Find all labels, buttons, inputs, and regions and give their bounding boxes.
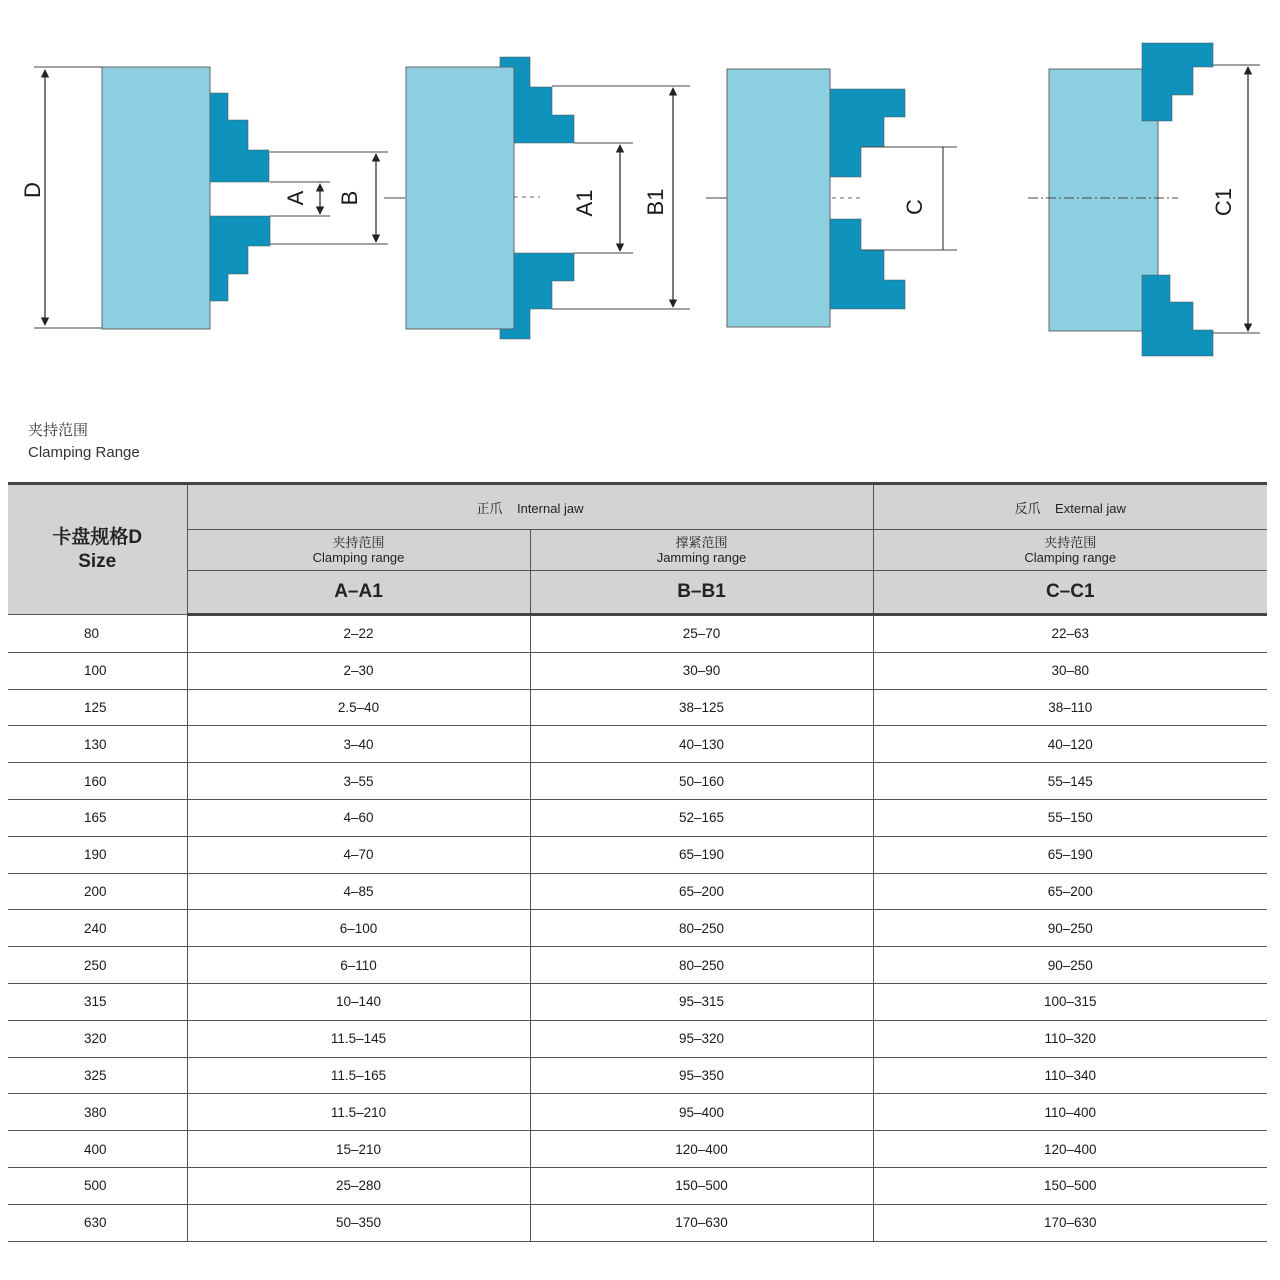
table-row xyxy=(8,1094,1267,1131)
table-row xyxy=(8,1204,1267,1241)
a-a1-cell: 11.5–145 xyxy=(187,1020,530,1057)
c-c1-cell: 40–120 xyxy=(873,726,1267,763)
jaw-upper xyxy=(830,89,905,177)
a-a1-cell: 2–30 xyxy=(187,652,530,689)
chuck-body xyxy=(727,69,830,327)
a-a1-cell: 11.5–210 xyxy=(187,1094,530,1131)
clamping-range-en: Clamping range xyxy=(312,550,405,565)
b-b1-cell: 170–630 xyxy=(530,1204,873,1241)
jamming-range-zh: 撑紧范围 xyxy=(675,535,728,550)
c-c1-cell: 150–500 xyxy=(873,1167,1267,1204)
a-a1-cell: 50–350 xyxy=(187,1204,530,1241)
table-row xyxy=(8,615,1267,653)
size-column-header xyxy=(8,484,187,615)
size-cell: 160 xyxy=(8,763,187,800)
chuck-body xyxy=(1049,69,1158,331)
b-b1-cell: 40–130 xyxy=(530,726,873,763)
clamping-range-table xyxy=(8,482,1267,1242)
section-title xyxy=(28,420,140,464)
b-b1-cell: 52–165 xyxy=(530,799,873,836)
size-cell: 500 xyxy=(8,1167,187,1204)
c-c1-cell: 30–80 xyxy=(873,652,1267,689)
size-cell: 315 xyxy=(8,983,187,1020)
a-a1-cell: 10–140 xyxy=(187,983,530,1020)
jaw-lower xyxy=(830,219,905,309)
table-row xyxy=(8,689,1267,726)
size-cell: 130 xyxy=(8,726,187,763)
b-b1-cell: 95–315 xyxy=(530,983,873,1020)
b-b1-cell: 80–250 xyxy=(530,947,873,984)
c-c1-cell: 65–190 xyxy=(873,836,1267,873)
col-b-b1-header: B–B1 xyxy=(530,571,873,615)
table-row xyxy=(8,983,1267,1020)
size-header-zh: 卡盘规格D xyxy=(52,526,143,548)
size-cell: 630 xyxy=(8,1204,187,1241)
c-c1-cell: 55–145 xyxy=(873,763,1267,800)
size-header-en: Size xyxy=(78,550,117,572)
c-c1-cell: 100–315 xyxy=(873,983,1267,1020)
size-cell: 320 xyxy=(8,1020,187,1057)
diagram-internal-clamping xyxy=(20,67,405,329)
a-a1-cell: 25–280 xyxy=(187,1167,530,1204)
a-a1-cell: 2–22 xyxy=(187,615,530,653)
a-a1-cell: 11.5–165 xyxy=(187,1057,530,1094)
label-c1: C1 xyxy=(1211,187,1236,217)
c-c1-cell: 120–400 xyxy=(873,1131,1267,1168)
size-cell: 190 xyxy=(8,836,187,873)
table-row xyxy=(8,1131,1267,1168)
b-b1-cell: 95–350 xyxy=(530,1057,873,1094)
diagram-external-reversed xyxy=(1028,43,1260,356)
c-c1-cell: 110–320 xyxy=(873,1020,1267,1057)
jamming-range-header xyxy=(530,530,873,571)
label-a1: A1 xyxy=(572,189,597,217)
b-b1-cell: 95–400 xyxy=(530,1094,873,1131)
jaw-lower xyxy=(210,216,270,301)
table-row xyxy=(8,1020,1267,1057)
a-a1-cell: 15–210 xyxy=(187,1131,530,1168)
table-row xyxy=(8,1057,1267,1094)
size-cell: 400 xyxy=(8,1131,187,1168)
chuck-body xyxy=(102,67,210,329)
jamming-range-en: Jamming range xyxy=(656,550,747,565)
a-a1-cell: 3–40 xyxy=(187,726,530,763)
size-cell: 325 xyxy=(8,1057,187,1094)
jaw-upper xyxy=(210,93,269,182)
table-row xyxy=(8,910,1267,947)
a-a1-cell: 3–55 xyxy=(187,763,530,800)
c-c1-cell: 110–400 xyxy=(873,1094,1267,1131)
b-b1-cell: 95–320 xyxy=(530,1020,873,1057)
chuck-body xyxy=(406,67,514,329)
a-a1-cell: 4–60 xyxy=(187,799,530,836)
chuck-diagrams xyxy=(0,0,1280,400)
internal-jaw-header: 正爪 Internal jaw xyxy=(187,484,873,530)
col-c-c1-header: C–C1 xyxy=(873,571,1267,615)
a-a1-cell: 4–70 xyxy=(187,836,530,873)
c-c1-cell: 170–630 xyxy=(873,1204,1267,1241)
jaw-lower xyxy=(1142,275,1213,356)
b-b1-cell: 50–160 xyxy=(530,763,873,800)
clamping-range-zh: 夹持范围 xyxy=(332,535,385,550)
c-c1-cell: 65–200 xyxy=(873,873,1267,910)
a-a1-cell: 4–85 xyxy=(187,873,530,910)
c-c1-cell: 55–150 xyxy=(873,799,1267,836)
jaw-upper xyxy=(1142,43,1213,121)
size-cell: 165 xyxy=(8,799,187,836)
col-a-a1-header: A–A1 xyxy=(187,571,530,615)
label-c: C xyxy=(902,199,927,215)
label-b1: B1 xyxy=(643,188,668,216)
size-cell: 240 xyxy=(8,910,187,947)
table-row xyxy=(8,836,1267,873)
b-b1-cell: 150–500 xyxy=(530,1167,873,1204)
c-c1-cell: 38–110 xyxy=(873,689,1267,726)
table-row xyxy=(8,799,1267,836)
b-b1-cell: 80–250 xyxy=(530,910,873,947)
a-a1-cell: 6–100 xyxy=(187,910,530,947)
a-a1-cell: 6–110 xyxy=(187,947,530,984)
label-d: D xyxy=(20,182,45,198)
section-title-zh: 夹持范围 xyxy=(28,422,89,439)
b-b1-cell: 38–125 xyxy=(530,689,873,726)
section-title-en: Clamping Range xyxy=(28,444,140,461)
size-cell: 80 xyxy=(8,615,187,653)
table-row xyxy=(8,763,1267,800)
size-cell: 100 xyxy=(8,652,187,689)
clamping-range-header xyxy=(187,530,530,571)
a-a1-cell: 2.5–40 xyxy=(187,689,530,726)
label-b: B xyxy=(337,190,362,206)
size-cell: 380 xyxy=(8,1094,187,1131)
table-row xyxy=(8,652,1267,689)
size-cell: 125 xyxy=(8,689,187,726)
c-c1-cell: 90–250 xyxy=(873,947,1267,984)
table-body xyxy=(8,615,1267,1242)
table-row xyxy=(8,947,1267,984)
label-a: A xyxy=(283,190,308,206)
c-c1-cell: 110–340 xyxy=(873,1057,1267,1094)
external-jaw-header: 反爪 External jaw xyxy=(873,484,1267,530)
b-b1-cell: 25–70 xyxy=(530,615,873,653)
b-b1-cell: 65–200 xyxy=(530,873,873,910)
diagram-external-clamping xyxy=(706,69,957,327)
table-row xyxy=(8,873,1267,910)
c-c1-cell: 90–250 xyxy=(873,910,1267,947)
b-b1-cell: 65–190 xyxy=(530,836,873,873)
external-clamping-range-zh: 夹持范围 xyxy=(1044,535,1097,550)
table-row xyxy=(8,726,1267,763)
external-clamping-range-en: Clamping range xyxy=(1024,550,1117,565)
b-b1-cell: 120–400 xyxy=(530,1131,873,1168)
size-cell: 250 xyxy=(8,947,187,984)
size-cell: 200 xyxy=(8,873,187,910)
external-clamping-range-header xyxy=(873,530,1267,571)
table-row xyxy=(8,1167,1267,1204)
c-c1-cell: 22–63 xyxy=(873,615,1267,653)
b-b1-cell: 30–90 xyxy=(530,652,873,689)
diagram-internal-expanded xyxy=(406,57,690,339)
